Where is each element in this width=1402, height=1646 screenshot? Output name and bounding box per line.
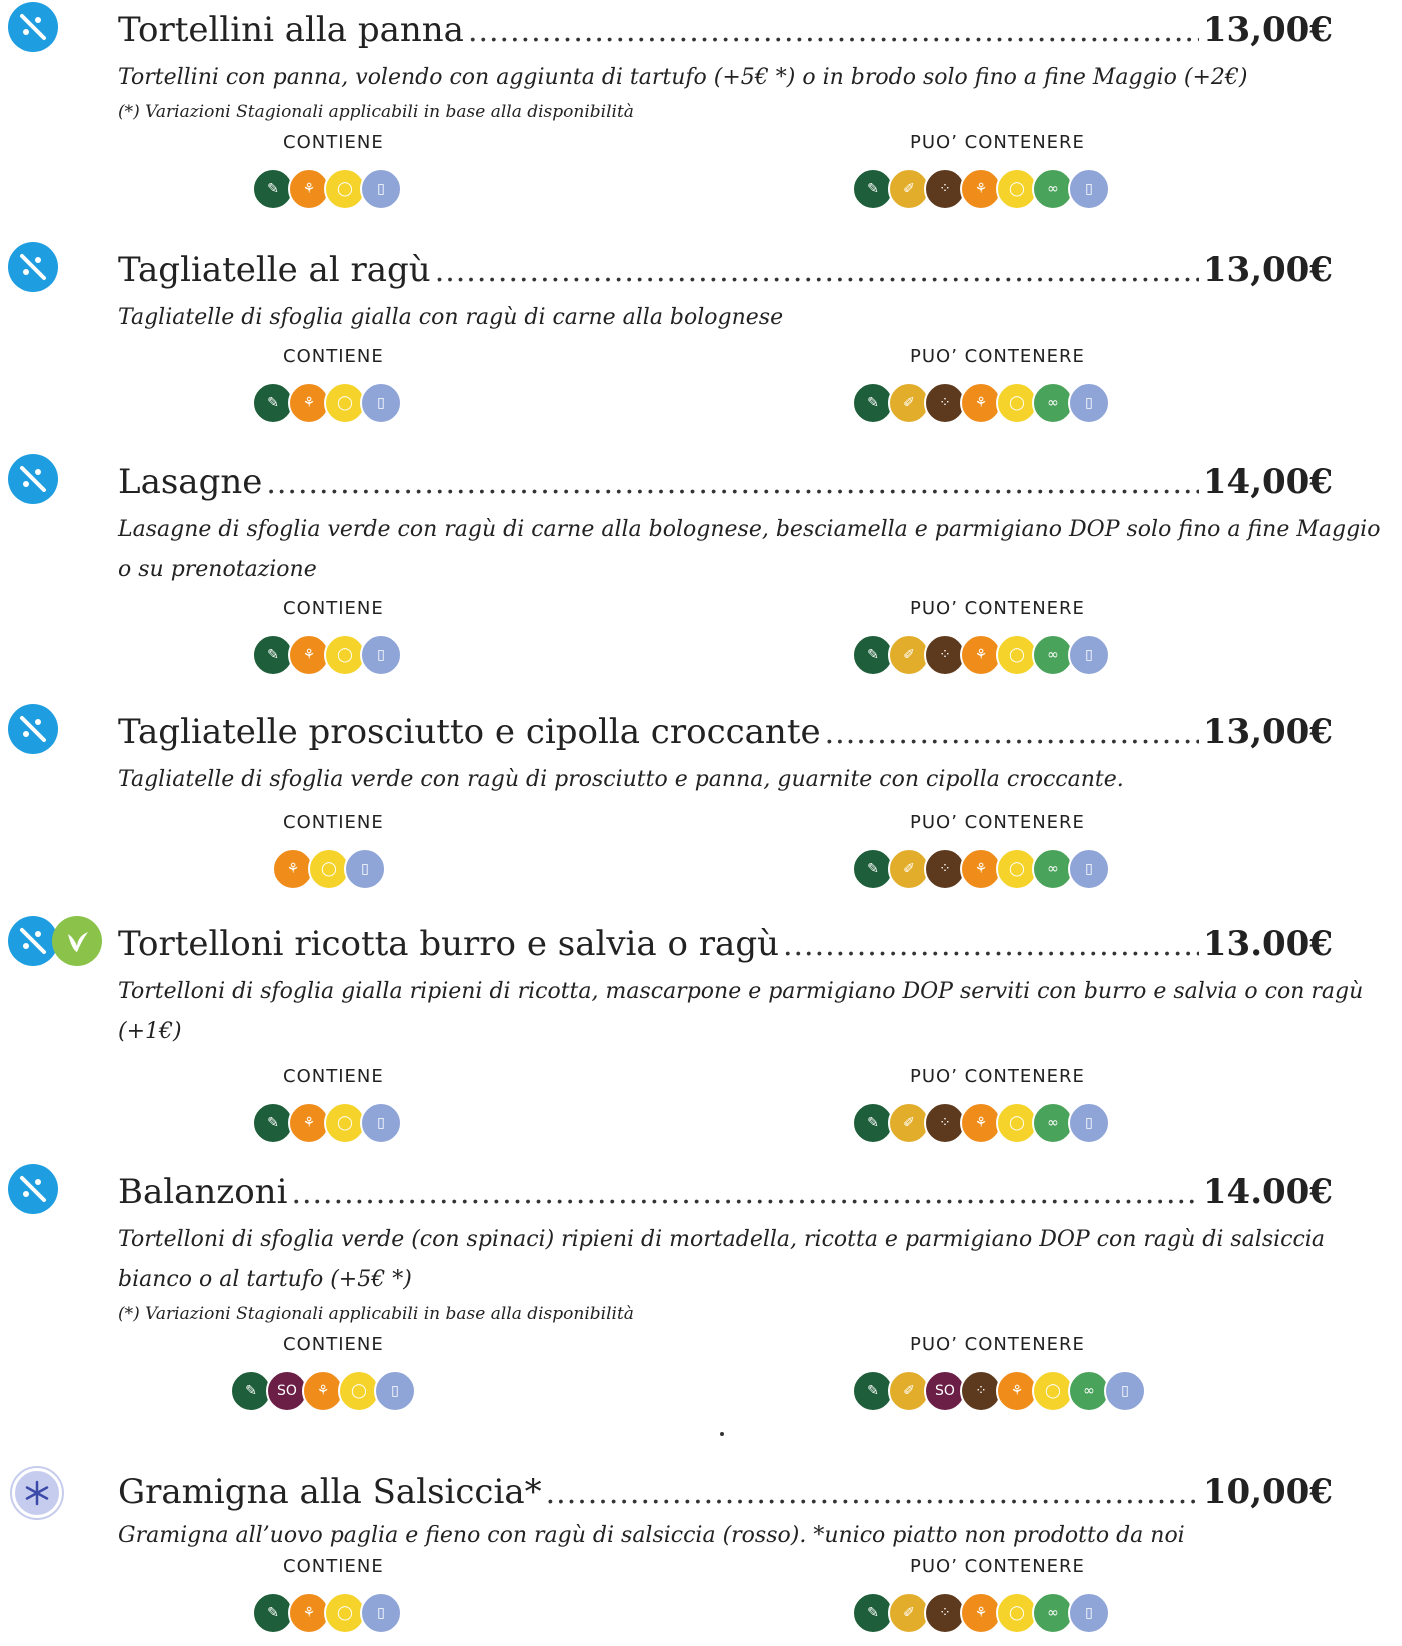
contains-allergens xyxy=(252,634,396,676)
gluten-icon: ⚘ xyxy=(960,1592,1002,1634)
celery-icon: ✎ xyxy=(852,848,894,890)
milk-icon: ▯ xyxy=(1068,848,1110,890)
dish-price: 13,00€ xyxy=(1202,712,1333,752)
egg-icon: ◯ xyxy=(996,848,1038,890)
milk-icon: ▯ xyxy=(344,848,386,890)
contains-allergens xyxy=(252,1102,396,1144)
celery-icon: ✎ xyxy=(852,382,894,424)
dish-header xyxy=(118,924,1333,970)
celery-icon: ✎ xyxy=(252,1592,294,1634)
egg-icon: ◯ xyxy=(1032,1370,1074,1412)
egg-icon: ◯ xyxy=(324,634,366,676)
milk-icon: ▯ xyxy=(1068,634,1110,676)
milk-icon: ▯ xyxy=(360,1102,402,1144)
contains-label: CONTIENE xyxy=(283,1556,384,1577)
celery-icon: ✎ xyxy=(252,1102,294,1144)
dish-price: 10,00€ xyxy=(1202,1472,1333,1512)
mustard-icon: ✐ xyxy=(888,1102,930,1144)
mustard-icon: ✐ xyxy=(888,168,930,210)
may-contain-allergens xyxy=(852,634,1104,676)
egg-icon: ◯ xyxy=(308,848,350,890)
soy-icon: ∞ xyxy=(1032,1102,1074,1144)
milk-icon: ▯ xyxy=(360,168,402,210)
egg-icon: ◯ xyxy=(996,1592,1038,1634)
frozen-icon xyxy=(12,1468,62,1518)
may-contain-label: PUO’ CONTENERE xyxy=(910,1556,1085,1577)
dish-description: Lasagne di sfoglia verde con ragù di carne alla bolognese, besciamella e parmigiano DOP solo fino a fine Maggio o su prenotazione xyxy=(118,517,1381,582)
gluten-icon: ⚘ xyxy=(288,382,330,424)
celery-icon: ✎ xyxy=(252,382,294,424)
gluten-icon: ⚘ xyxy=(272,848,314,890)
egg-icon: ◯ xyxy=(996,1102,1038,1144)
dish-header xyxy=(118,1172,1333,1218)
dish-description: Tortelloni di sfoglia verde (con spinaci) ripieni di mortadella, ricotta e parmigiano DOP con ragù di salsiccia bianco o al tartufo (+5€ *) xyxy=(118,1227,1325,1292)
dish-price: 13,00€ xyxy=(1202,250,1333,290)
dish-name: Lasagne xyxy=(118,462,263,502)
sulfite-icon: SO xyxy=(266,1370,308,1412)
dish-note: (*) Variazioni Stagionali applicabili in base alla disponibilità xyxy=(118,102,634,122)
celery-icon: ✎ xyxy=(852,1102,894,1144)
milk-icon: ▯ xyxy=(1068,1592,1110,1634)
may-contain-allergens xyxy=(852,848,1104,890)
milk-icon: ▯ xyxy=(360,382,402,424)
mustard-icon: ✐ xyxy=(888,848,930,890)
nuts-icon: ⁘ xyxy=(924,382,966,424)
dish-header xyxy=(118,712,1333,758)
contains-label: CONTIENE xyxy=(283,598,384,619)
soy-icon: ∞ xyxy=(1068,1370,1110,1412)
gluten-icon: ⚘ xyxy=(288,1592,330,1634)
soy-icon: ∞ xyxy=(1032,634,1074,676)
dish-name: Tagliatelle al ragù xyxy=(118,250,431,290)
milk-icon: ▯ xyxy=(360,1592,402,1634)
milk-icon: ▯ xyxy=(1104,1370,1146,1412)
nuts-icon: ⁘ xyxy=(924,168,966,210)
fresh-pasta-icon xyxy=(8,1164,58,1214)
gluten-icon: ⚘ xyxy=(960,382,1002,424)
milk-icon: ▯ xyxy=(1068,168,1110,210)
gluten-icon: ⚘ xyxy=(996,1370,1038,1412)
may-contain-allergens xyxy=(852,1592,1104,1634)
gluten-icon: ⚘ xyxy=(288,634,330,676)
dish-note: (*) Variazioni Stagionali applicabili in base alla disponibilità xyxy=(118,1304,634,1324)
sulfite-icon: SO xyxy=(924,1370,966,1412)
dish-name: Balanzoni xyxy=(118,1172,288,1212)
egg-icon: ◯ xyxy=(324,1102,366,1144)
contains-label: CONTIENE xyxy=(283,346,384,367)
may-contain-allergens xyxy=(852,168,1104,210)
egg-icon: ◯ xyxy=(996,634,1038,676)
milk-icon: ▯ xyxy=(1068,382,1110,424)
dish-price: 14,00€ xyxy=(1202,462,1333,502)
contains-label: CONTIENE xyxy=(283,1066,384,1087)
dot-leader xyxy=(435,254,1199,289)
dish-header xyxy=(118,462,1333,508)
soy-icon: ∞ xyxy=(1032,848,1074,890)
mustard-icon: ✐ xyxy=(888,1592,930,1634)
dish-header xyxy=(118,1472,1333,1518)
fresh-pasta-icon xyxy=(8,242,58,292)
egg-icon: ◯ xyxy=(324,1592,366,1634)
contains-allergens xyxy=(252,1592,396,1634)
nuts-icon: ⁘ xyxy=(924,1592,966,1634)
dish-description: Tortelloni di sfoglia gialla ripieni di ricotta, mascarpone e parmigiano DOP serviti con burro e salvia o con ragù (+1€) xyxy=(118,979,1364,1044)
contains-allergens xyxy=(252,382,396,424)
milk-icon: ▯ xyxy=(374,1370,416,1412)
gluten-icon: ⚘ xyxy=(288,1102,330,1144)
dish-header xyxy=(118,250,1333,296)
soy-icon: ∞ xyxy=(1032,382,1074,424)
dot-leader xyxy=(468,14,1199,49)
celery-icon: ✎ xyxy=(852,1370,894,1412)
dish-description: Gramigna all’uovo paglia e fieno con ragù di salsiccia (rosso). *unico piatto non prodotto da noi xyxy=(118,1523,1185,1548)
celery-icon: ✎ xyxy=(852,168,894,210)
fresh-pasta-icon xyxy=(8,916,58,966)
contains-label: CONTIENE xyxy=(283,812,384,833)
celery-icon: ✎ xyxy=(230,1370,272,1412)
mustard-icon: ✐ xyxy=(888,1370,930,1412)
contains-allergens xyxy=(272,848,380,890)
may-contain-allergens xyxy=(852,1370,1140,1412)
egg-icon: ◯ xyxy=(996,382,1038,424)
dot-leader xyxy=(266,466,1199,501)
contains-label: CONTIENE xyxy=(283,132,384,153)
gluten-icon: ⚘ xyxy=(302,1370,344,1412)
may-contain-label: PUO’ CONTENERE xyxy=(910,598,1085,619)
dish-description: Tagliatelle di sfoglia verde con ragù di prosciutto e panna, guarnite con cipolla croccante. xyxy=(118,767,1124,792)
gluten-icon: ⚘ xyxy=(960,848,1002,890)
soy-icon: ∞ xyxy=(1032,1592,1074,1634)
contains-label: CONTIENE xyxy=(283,1334,384,1355)
may-contain-label: PUO’ CONTENERE xyxy=(910,812,1085,833)
egg-icon: ◯ xyxy=(996,168,1038,210)
celery-icon: ✎ xyxy=(852,1592,894,1634)
nuts-icon: ⁘ xyxy=(924,1102,966,1144)
dish-name: Tortellini alla panna xyxy=(118,10,464,50)
may-contain-label: PUO’ CONTENERE xyxy=(910,1334,1085,1355)
gluten-icon: ⚘ xyxy=(960,634,1002,676)
nuts-icon: ⁘ xyxy=(924,848,966,890)
milk-icon: ▯ xyxy=(360,634,402,676)
nuts-icon: ⁘ xyxy=(960,1370,1002,1412)
dot-leader xyxy=(825,716,1199,751)
dish-name: Tagliatelle prosciutto e cipolla croccante xyxy=(118,712,821,752)
contains-allergens xyxy=(230,1370,410,1412)
may-contain-allergens xyxy=(852,382,1104,424)
egg-icon: ◯ xyxy=(338,1370,380,1412)
may-contain-label: PUO’ CONTENERE xyxy=(910,1066,1085,1087)
dot-leader xyxy=(783,928,1199,963)
celery-icon: ✎ xyxy=(852,634,894,676)
fresh-pasta-icon xyxy=(8,454,58,504)
milk-icon: ▯ xyxy=(1068,1102,1110,1144)
dish-name: Gramigna alla Salsiccia* xyxy=(118,1472,542,1512)
stray-dot xyxy=(720,1432,724,1436)
dish-price: 13.00€ xyxy=(1202,924,1333,964)
egg-icon: ◯ xyxy=(324,382,366,424)
dish-price: 14.00€ xyxy=(1202,1172,1333,1212)
dish-name: Tortelloni ricotta burro e salvia o ragù xyxy=(118,924,779,964)
contains-allergens xyxy=(252,168,396,210)
fresh-pasta-icon xyxy=(8,704,58,754)
gluten-icon: ⚘ xyxy=(960,1102,1002,1144)
gluten-icon: ⚘ xyxy=(288,168,330,210)
dish-description: Tagliatelle di sfoglia gialla con ragù di carne alla bolognese xyxy=(118,305,784,330)
celery-icon: ✎ xyxy=(252,168,294,210)
may-contain-allergens xyxy=(852,1102,1104,1144)
dot-leader xyxy=(546,1476,1199,1511)
dish-description: Tortellini con panna, volendo con aggiunta di tartufo (+5€ *) o in brodo solo fino a fine Maggio (+2€) xyxy=(118,65,1248,90)
vegetarian-icon xyxy=(52,916,102,966)
celery-icon: ✎ xyxy=(252,634,294,676)
dish-price: 13,00€ xyxy=(1202,10,1333,50)
egg-icon: ◯ xyxy=(324,168,366,210)
may-contain-label: PUO’ CONTENERE xyxy=(910,346,1085,367)
dot-leader xyxy=(291,1176,1198,1211)
dish-header xyxy=(118,10,1333,56)
nuts-icon: ⁘ xyxy=(924,634,966,676)
may-contain-label: PUO’ CONTENERE xyxy=(910,132,1085,153)
fresh-pasta-icon xyxy=(8,2,58,52)
mustard-icon: ✐ xyxy=(888,382,930,424)
gluten-icon: ⚘ xyxy=(960,168,1002,210)
soy-icon: ∞ xyxy=(1032,168,1074,210)
mustard-icon: ✐ xyxy=(888,634,930,676)
